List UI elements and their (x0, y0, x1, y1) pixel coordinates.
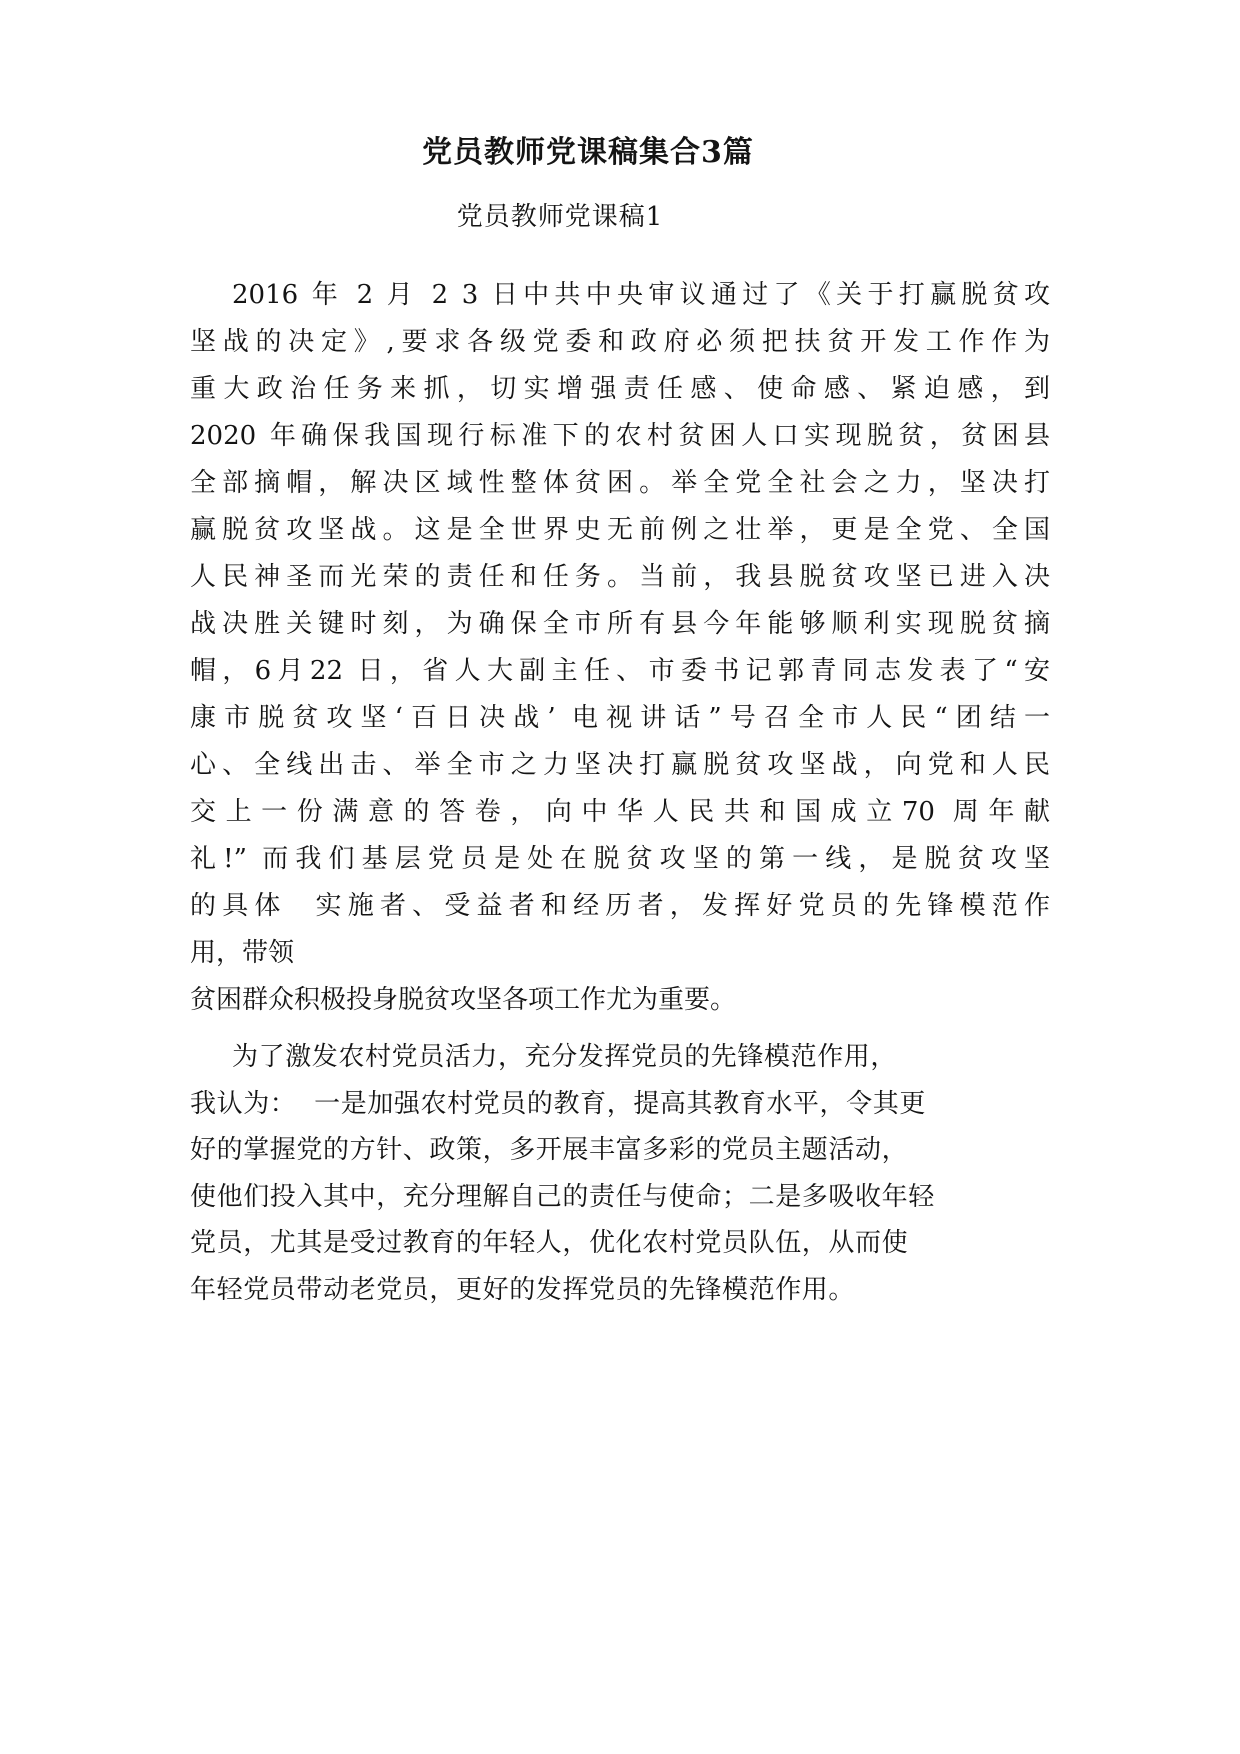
paragraph-line: 我认为： 一是加强农村党员的教育，提高其教育水平，令其更 (190, 1088, 926, 1119)
paragraph-line: 使他们投入其中，充分理解自己的责任与使命；二是多吸收年轻 (190, 1181, 935, 1212)
paragraph-line: 为了激发农村党员活力，充分发挥党员的先锋模范作用， (232, 1042, 898, 1072)
document-title: 党员教师党课稿集合3篇 (422, 135, 754, 170)
paragraph (190, 272, 1050, 1024)
paragraph-line: 用，带领 (190, 938, 295, 968)
paragraph-line: 2016 年 2 月 2 3 日中共中央审议通过了《关于打赢脱贫攻 (232, 280, 1050, 310)
paragraph-line: 礼!” 而我们基层党员是处在脱贫攻坚的第一线，是脱贫攻坚 (190, 844, 1050, 874)
paragraph-line: 人民神圣而光荣的责任和任务。当前，我县脱贫攻坚已进入决 (190, 562, 1050, 592)
paragraph-line: 交上一份满意的答卷，向中华人民共和国成立70 周年献 (190, 797, 1050, 827)
paragraph-line: 的具体 实施者、受益者和经历者，发挥好党员的先锋模范作 (190, 891, 1050, 921)
paragraph-line: 重大政治任务来抓，切实增强责任感、使命感、紧迫感，到 (190, 374, 1050, 404)
paragraph (190, 1034, 1050, 1313)
paragraph-line: 贫困群众积极投身脱贫攻坚各项工作尤为重要。 (190, 985, 737, 1015)
section-heading: 党员教师党课稿1 (456, 202, 664, 232)
paragraph-line: 赢脱贫攻坚战。这是全世界史无前例之壮举，更是全党、全国 (190, 515, 1050, 545)
paragraph-line: 战决胜关键时刻，为确保全市所有县今年能够顺利实现脱贫摘 (190, 609, 1050, 639)
paragraph-line: 帽，6月22 日，省人大副主任、市委书记郭青同志发表了“安 (190, 656, 1050, 686)
paragraph-line: 2020 年确保我国现行标准下的农村贫困人口实现脱贫，贫困县 (190, 421, 1050, 451)
paragraph-line: 心、全线出击、举全市之力坚决打赢脱贫攻坚战，向党和人民 (190, 750, 1050, 780)
paragraph-line: 坚战的决定》,要求各级党委和政府必须把扶贫开发工作作为 (190, 327, 1050, 357)
paragraph-line: 康市脱贫攻坚‘百日决战’ 电视讲话”号召全市人民“团结一 (190, 703, 1050, 733)
paragraph-line: 党员，尤其是受过教育的年轻人，优化农村党员队伍，从而使 (190, 1228, 909, 1258)
paragraph-line: 全部摘帽，解决区域性整体贫困。举全党全社会之力，坚决打 (190, 468, 1050, 498)
paragraph-line: 好的掌握党的方针、政策，多开展丰富多彩的党员主题活动， (190, 1135, 909, 1165)
paragraph-line: 年轻党员带动老党员，更好的发挥党员的先锋模范作用。 (190, 1274, 856, 1305)
